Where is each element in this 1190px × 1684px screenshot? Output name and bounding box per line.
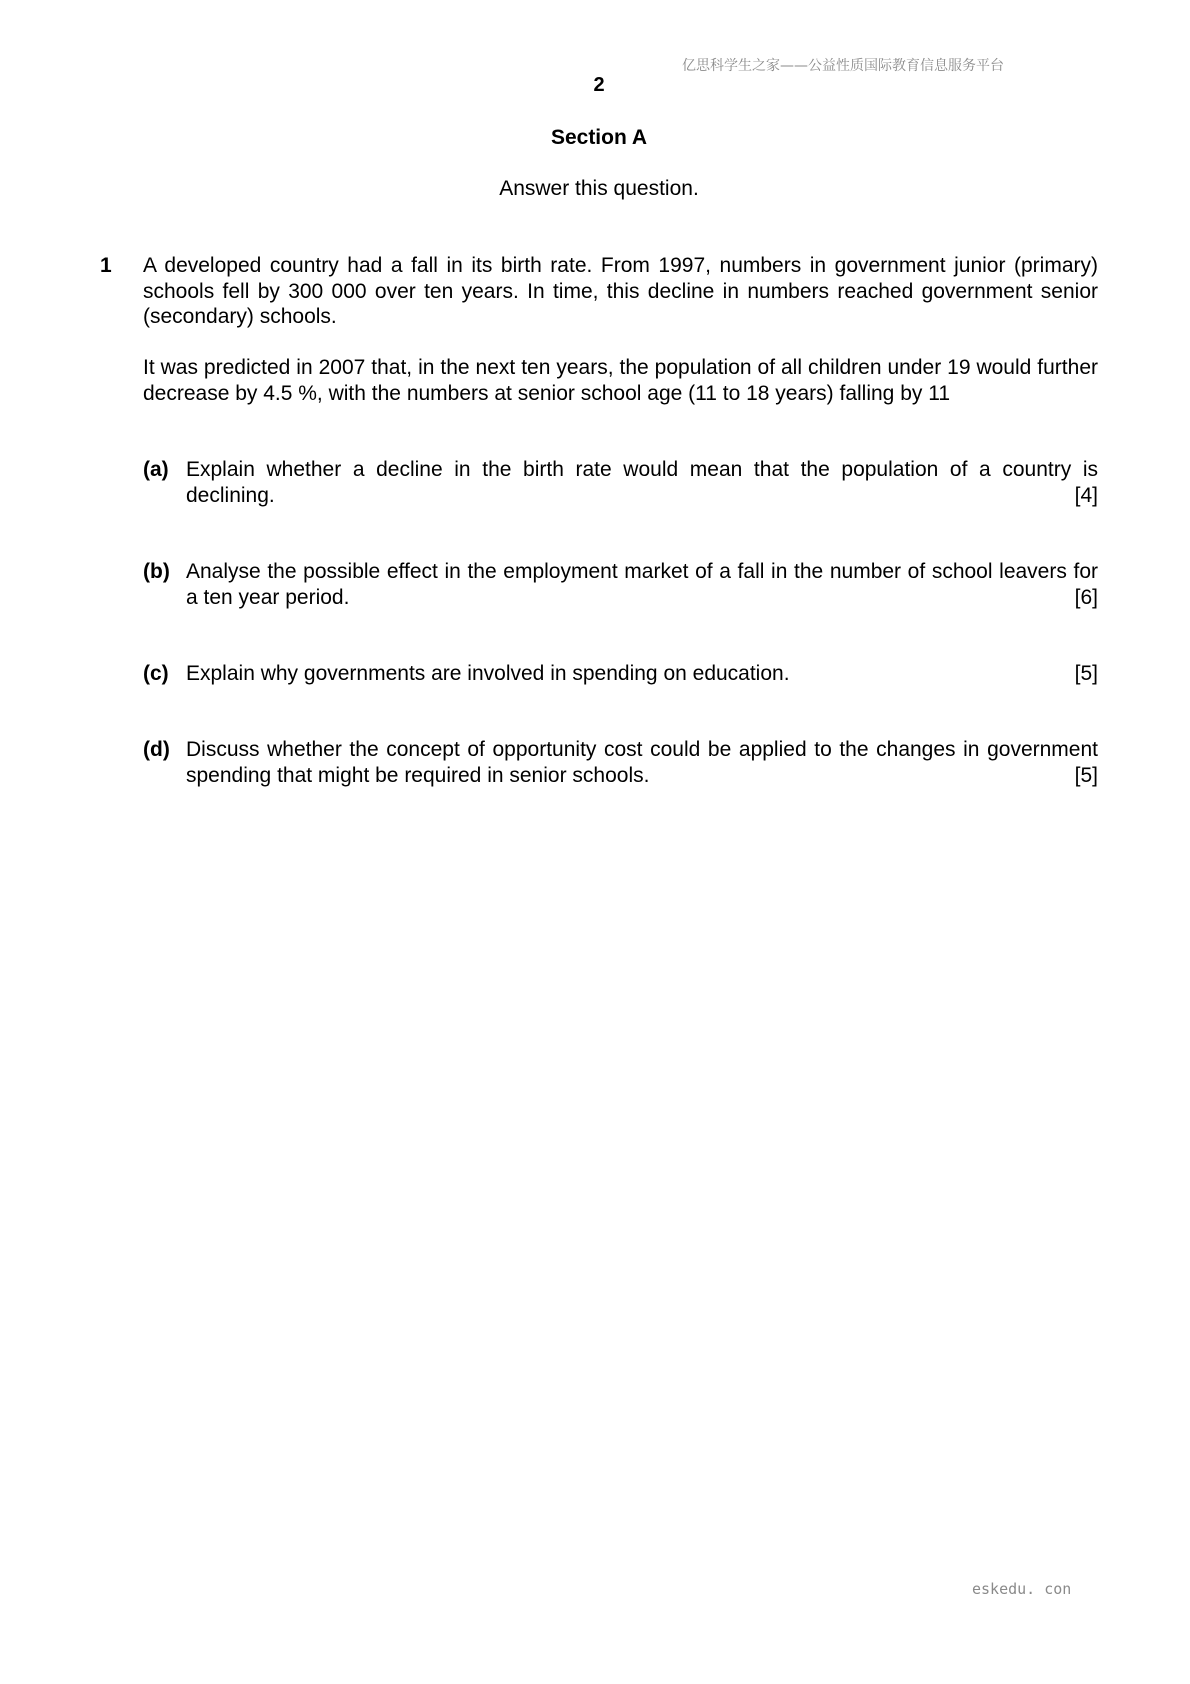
part-marks: [5] — [1074, 763, 1098, 787]
page-number: 2 — [593, 74, 605, 96]
question-number: 1 — [100, 254, 112, 277]
instruction-text: Answer this question. — [499, 177, 699, 200]
part-label: (b) — [143, 560, 170, 583]
part-text: Discuss whether the concept of opportunity cost could be applied to the changes in government spending that might be required in senior schools. — [186, 738, 1098, 787]
watermark-bottom-text: eskedu. con — [972, 1580, 1072, 1598]
part-label: (a) — [143, 458, 169, 481]
part-text: Explain whether a decline in the birth rate would mean that the population of a country is declining. — [186, 458, 1098, 507]
part-text: Analyse the possible effect in the employment market of a fall in the number of school leavers for a ten year period. — [186, 560, 1098, 609]
question-part-b — [143, 559, 1098, 610]
part-label: (d) — [143, 738, 170, 761]
part-text: Explain why governments are involved in spending on education. — [186, 662, 790, 685]
part-marks: [4] — [1074, 483, 1098, 507]
part-marks: [5] — [1074, 662, 1098, 685]
question-paragraph-1: A developed country had a fall in its birth rate. From 1997, numbers in government junior (primary) schools fell by 300 000 over ten years. In time, this decline in numbers reached government senior (secondary) schools. — [143, 254, 1098, 328]
section-title: Section A — [550, 126, 648, 149]
question-paragraph-2: It was predicted in 2007 that, in the next ten years, the population of all children under 19 would further decrease by 4.5 %, with the numbers at senior school age (11 to 18 years) falling by 11 — [143, 356, 1098, 405]
watermark-top-text: 亿思科学生之家——公益性质国际教育信息服务平台 — [682, 58, 1004, 74]
question-part-d — [143, 737, 1098, 788]
part-marks: [6] — [1074, 585, 1098, 609]
question-part-a — [143, 457, 1098, 508]
part-label: (c) — [143, 662, 169, 685]
question-part-c — [143, 661, 1098, 687]
